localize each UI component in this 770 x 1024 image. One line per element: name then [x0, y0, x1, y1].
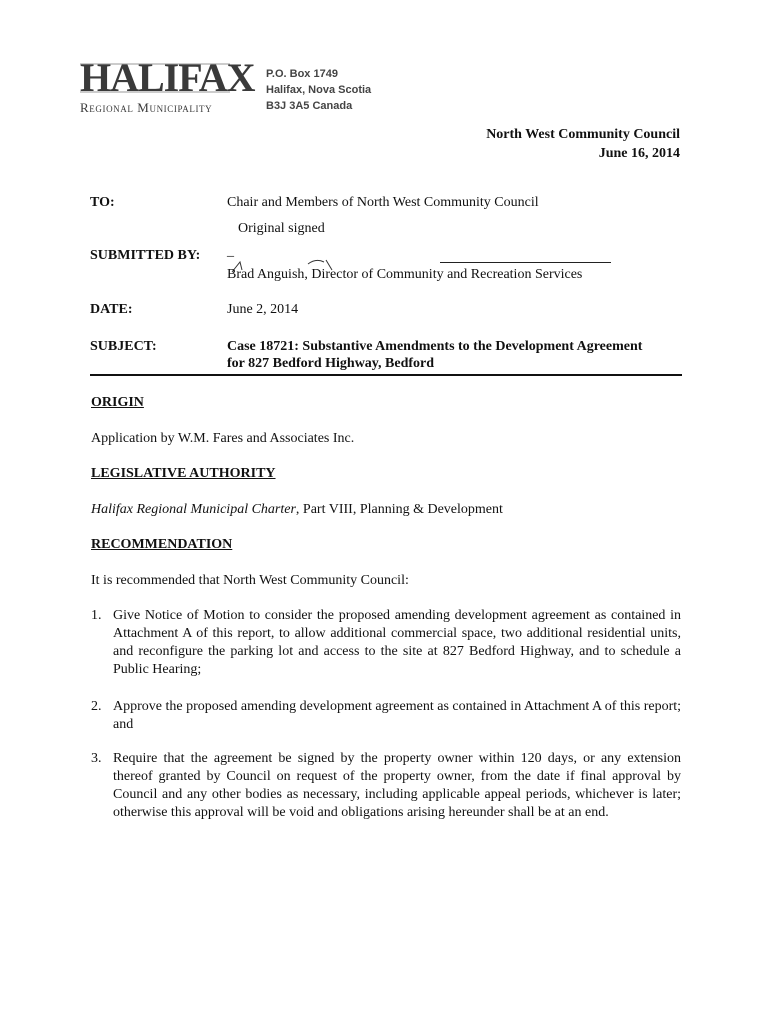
- submitted-dash: _: [227, 244, 234, 259]
- meeting-date: June 16, 2014: [598, 146, 680, 161]
- logo-subtitle: Regional Municipality: [80, 100, 213, 115]
- halifax-logo: [80, 55, 255, 118]
- item-number: 2.: [91, 699, 102, 714]
- to-value: Chair and Members of North West Community Council: [227, 195, 539, 210]
- item-text: Require that the agreement be signed by the property owner within 120 days, or any extension thereof granted by Council on request of the property owner, from the date if final approval by Council and any other bodies as necessary, including applicable appeal periods, whichever is later; otherwise this approval will be void and obligations arising hereunder shall be at an end.: [113, 751, 681, 820]
- date-label: DATE:: [90, 302, 133, 317]
- origin-heading: ORIGIN: [91, 395, 144, 410]
- address-line: P.O. Box 1749: [266, 68, 338, 80]
- header-divider: [90, 374, 682, 376]
- letterhead-address: [266, 66, 371, 114]
- recommendation-item: [91, 698, 681, 734]
- signed-note: Original signed: [238, 221, 325, 236]
- recommendation-heading: RECOMMENDATION: [91, 537, 233, 552]
- logo-wordmark: HALIFAX: [80, 55, 255, 100]
- meeting-header: [486, 125, 680, 163]
- submitted-by-label: SUBMITTED BY:: [90, 248, 201, 263]
- to-label: TO:: [90, 195, 115, 210]
- subject-label: SUBJECT:: [90, 339, 157, 354]
- origin-text: Application by W.M. Fares and Associates Inc.: [91, 431, 355, 446]
- subject-line-2: for 827 Bedford Highway, Bedford: [227, 356, 435, 371]
- address-line: Halifax, Nova Scotia: [266, 84, 372, 96]
- item-text: Give Notice of Motion to consider the proposed amending development agreement as contained in Attachment A of this report, to allow additional commercial space, two additional residential units, and reconfigure the parking lot and access to the site at 827 Bedford Highway, and to schedule a Public Hearing;: [113, 608, 681, 677]
- date-value: June 2, 2014: [227, 302, 299, 317]
- charter-title: Halifax Regional Municipal Charter: [91, 502, 296, 517]
- address-line: B3J 3A5 Canada: [266, 100, 353, 112]
- council-name: North West Community Council: [486, 127, 680, 142]
- recommendation-item: [91, 607, 681, 679]
- item-number: 3.: [91, 751, 102, 766]
- signature-line: [440, 262, 611, 263]
- charter-part: , Part VIII, Planning & Development: [295, 502, 503, 517]
- recommendation-item: [91, 750, 681, 822]
- item-text: Approve the proposed amending development agreement as contained in Attachment A of this report; and: [113, 699, 682, 732]
- recommendation-intro: It is recommended that North West Community Council:: [91, 573, 409, 588]
- subject-line-1: Case 18721: Substantive Amendments to the Development Agreement: [227, 339, 643, 354]
- submitted-by-value: Brad Anguish, Director of Community and Recreation Services: [227, 267, 583, 282]
- legislative-authority-heading: LEGISLATIVE AUTHORITY: [91, 466, 276, 481]
- legislative-authority-text: [91, 502, 503, 518]
- item-number: 1.: [91, 608, 102, 623]
